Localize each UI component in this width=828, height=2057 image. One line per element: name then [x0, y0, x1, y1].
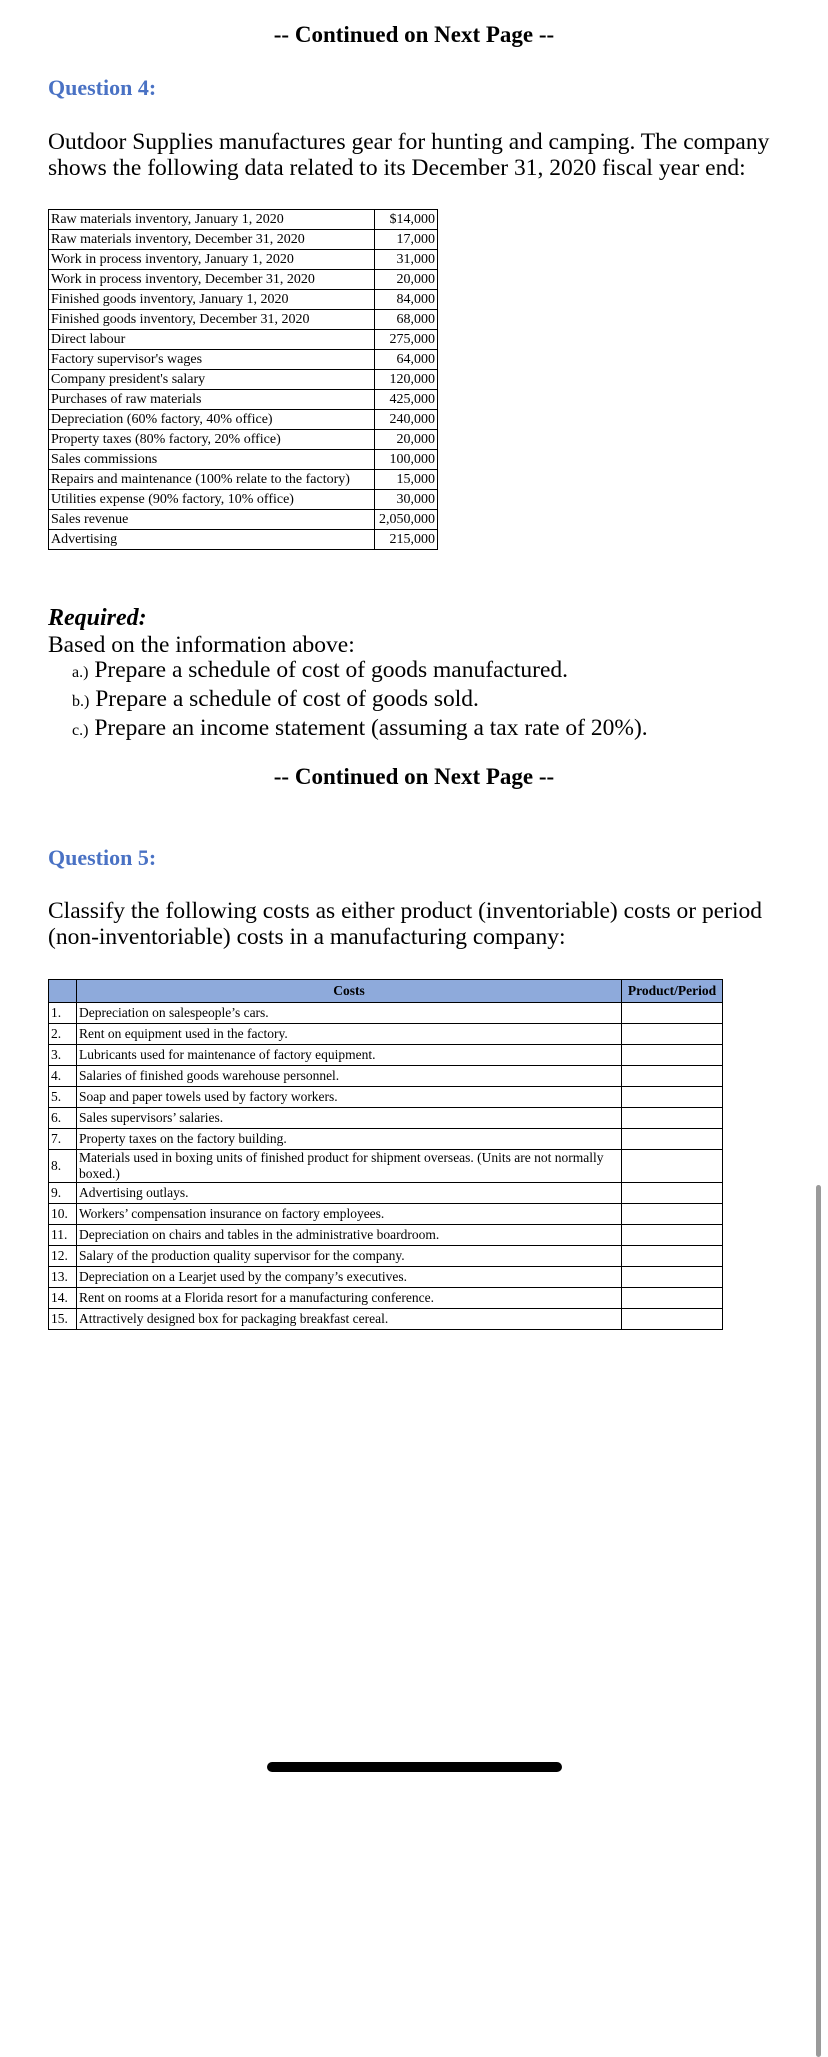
question-5-heading: Question 5:	[48, 845, 157, 870]
header-num-cell	[49, 980, 77, 1003]
row-label: Repairs and maintenance (100% relate to the factory)	[49, 470, 375, 490]
row-label: Finished goods inventory, December 31, 2020	[49, 310, 375, 330]
row-number: 3.	[49, 1045, 77, 1066]
row-number: 1.	[49, 1003, 77, 1024]
row-number: 4.	[49, 1066, 77, 1087]
row-value: 425,000	[375, 390, 438, 410]
cost-description: Depreciation on salespeople’s cars.	[77, 1003, 622, 1024]
cost-description: Advertising outlays.	[77, 1183, 622, 1204]
table-row	[49, 410, 438, 430]
row-label: Raw materials inventory, December 31, 2020	[49, 230, 375, 250]
table-row	[49, 290, 438, 310]
scrollbar[interactable]	[816, 1185, 821, 2057]
row-label: Factory supervisor's wages	[49, 350, 375, 370]
table-row	[49, 1267, 723, 1288]
row-value: 2,050,000	[375, 510, 438, 530]
row-label: Advertising	[49, 530, 375, 550]
table-row	[49, 430, 438, 450]
row-value: 100,000	[375, 450, 438, 470]
table-row	[49, 1066, 723, 1087]
table-row	[49, 450, 438, 470]
table-row	[49, 310, 438, 330]
row-number: 15.	[49, 1309, 77, 1330]
table-row	[49, 1204, 723, 1225]
answer-cell[interactable]	[622, 1066, 723, 1087]
table-row	[49, 1045, 723, 1066]
row-value: 20,000	[375, 270, 438, 290]
required-title: Required:	[48, 605, 147, 631]
row-number: 13.	[49, 1267, 77, 1288]
table-row	[49, 210, 438, 230]
table-row	[49, 1108, 723, 1129]
cost-description: Lubricants used for maintenance of factory equipment.	[77, 1045, 622, 1066]
table-row	[49, 330, 438, 350]
table-row	[49, 390, 438, 410]
answer-cell[interactable]	[622, 1204, 723, 1225]
required-item-letter: b.)	[72, 693, 90, 710]
row-number: 6.	[49, 1108, 77, 1129]
row-number: 14.	[49, 1288, 77, 1309]
header-costs: Costs	[77, 980, 622, 1003]
table-row	[49, 1003, 723, 1024]
table-row	[49, 350, 438, 370]
table-row	[49, 530, 438, 550]
table-row	[49, 470, 438, 490]
required-item-text: Prepare a schedule of cost of goods manufactured.	[94, 657, 569, 683]
row-value: $14,000	[375, 210, 438, 230]
question-5-intro: Classify the following costs as either product (inventoriable) costs or period (non-inventoriable) costs in a manufacturing company:	[48, 898, 762, 950]
cost-description: Workers’ compensation insurance on factory employees.	[77, 1204, 622, 1225]
question-4-heading: Question 4:	[48, 75, 157, 100]
answer-cell[interactable]	[622, 1108, 723, 1129]
table-row	[49, 1288, 723, 1309]
answer-cell[interactable]	[622, 1246, 723, 1267]
table-row	[49, 490, 438, 510]
answer-cell[interactable]	[622, 1003, 723, 1024]
cost-classification-table	[48, 979, 723, 1330]
table-row	[49, 230, 438, 250]
row-value: 240,000	[375, 410, 438, 430]
row-value: 20,000	[375, 430, 438, 450]
required-list	[72, 657, 648, 744]
table-row	[49, 1246, 723, 1267]
table-row	[49, 1225, 723, 1246]
cost-description: Depreciation on a Learjet used by the company’s executives.	[77, 1267, 622, 1288]
answer-cell[interactable]	[622, 1183, 723, 1204]
row-label: Depreciation (60% factory, 40% office)	[49, 410, 375, 430]
table-row	[49, 1150, 723, 1183]
row-number: 5.	[49, 1087, 77, 1108]
row-value: 84,000	[375, 290, 438, 310]
answer-cell[interactable]	[622, 1087, 723, 1108]
row-value: 215,000	[375, 530, 438, 550]
row-number: 11.	[49, 1225, 77, 1246]
row-number: 10.	[49, 1204, 77, 1225]
cost-description: Rent on rooms at a Florida resort for a manufacturing conference.	[77, 1288, 622, 1309]
cost-description: Attractively designed box for packaging breakfast cereal.	[77, 1309, 622, 1330]
row-label: Direct labour	[49, 330, 375, 350]
required-item-text: Prepare an income statement (assuming a tax rate of 20%).	[94, 715, 648, 741]
table-row	[49, 1024, 723, 1045]
continued-notice-top: -- Continued on Next Page --	[273, 22, 555, 47]
required-item-letter: c.)	[72, 722, 89, 739]
row-label: Raw materials inventory, January 1, 2020	[49, 210, 375, 230]
cost-description: Property taxes on the factory building.	[77, 1129, 622, 1150]
row-label: Property taxes (80% factory, 20% office)	[49, 430, 375, 450]
row-value: 31,000	[375, 250, 438, 270]
row-label: Utilities expense (90% factory, 10% office)	[49, 490, 375, 510]
row-label: Finished goods inventory, January 1, 2020	[49, 290, 375, 310]
answer-cell[interactable]	[622, 1288, 723, 1309]
required-item	[72, 686, 648, 715]
question-4-intro: Outdoor Supplies manufactures gear for hunting and camping. The company shows the following data related to its December 31, 2020 fiscal year end:	[48, 129, 770, 181]
table-header-row	[49, 980, 723, 1003]
row-value: 120,000	[375, 370, 438, 390]
answer-cell[interactable]	[622, 1267, 723, 1288]
cost-description: Soap and paper towels used by factory workers.	[77, 1087, 622, 1108]
row-value: 64,000	[375, 350, 438, 370]
cost-description: Sales supervisors’ salaries.	[77, 1108, 622, 1129]
row-label: Sales revenue	[49, 510, 375, 530]
row-value: 275,000	[375, 330, 438, 350]
required-item	[72, 715, 648, 744]
cost-description: Salary of the production quality supervisor for the company.	[77, 1246, 622, 1267]
answer-cell[interactable]	[622, 1024, 723, 1045]
row-label: Company president's salary	[49, 370, 375, 390]
cost-description: Materials used in boxing units of finished product for shipment overseas. (Units are not normally boxed.)	[77, 1150, 622, 1183]
required-intro: Based on the information above:	[48, 632, 355, 658]
required-item-letter: a.)	[72, 664, 89, 681]
row-label: Work in process inventory, January 1, 2020	[49, 250, 375, 270]
answer-cell[interactable]	[622, 1309, 723, 1330]
row-value: 17,000	[375, 230, 438, 250]
table-row	[49, 1309, 723, 1330]
required-item	[72, 657, 648, 686]
table-row	[49, 510, 438, 530]
required-item-text: Prepare a schedule of cost of goods sold.	[95, 686, 479, 712]
answer-cell[interactable]	[622, 1225, 723, 1246]
row-label: Sales commissions	[49, 450, 375, 470]
header-product-period: Product/Period	[622, 980, 723, 1003]
table-row	[49, 270, 438, 290]
table-row	[49, 250, 438, 270]
row-value: 30,000	[375, 490, 438, 510]
table-row	[49, 1183, 723, 1204]
table-row	[49, 1129, 723, 1150]
answer-cell[interactable]	[622, 1129, 723, 1150]
answer-cell[interactable]	[622, 1045, 723, 1066]
table-row	[49, 1087, 723, 1108]
row-number: 7.	[49, 1129, 77, 1150]
row-value: 68,000	[375, 310, 438, 330]
row-label: Purchases of raw materials	[49, 390, 375, 410]
continued-notice-mid: -- Continued on Next Page --	[273, 764, 555, 789]
cost-description: Depreciation on chairs and tables in the administrative boardroom.	[77, 1225, 622, 1246]
row-number: 9.	[49, 1183, 77, 1204]
row-number: 12.	[49, 1246, 77, 1267]
cost-description: Salaries of finished goods warehouse personnel.	[77, 1066, 622, 1087]
cost-description: Rent on equipment used in the factory.	[77, 1024, 622, 1045]
row-value: 15,000	[375, 470, 438, 490]
row-number: 2.	[49, 1024, 77, 1045]
answer-cell[interactable]	[622, 1150, 723, 1183]
row-number: 8.	[49, 1150, 77, 1183]
home-indicator[interactable]	[267, 1762, 562, 1772]
table-row	[49, 370, 438, 390]
cost-data-table	[48, 209, 438, 550]
row-label: Work in process inventory, December 31, 2020	[49, 270, 375, 290]
